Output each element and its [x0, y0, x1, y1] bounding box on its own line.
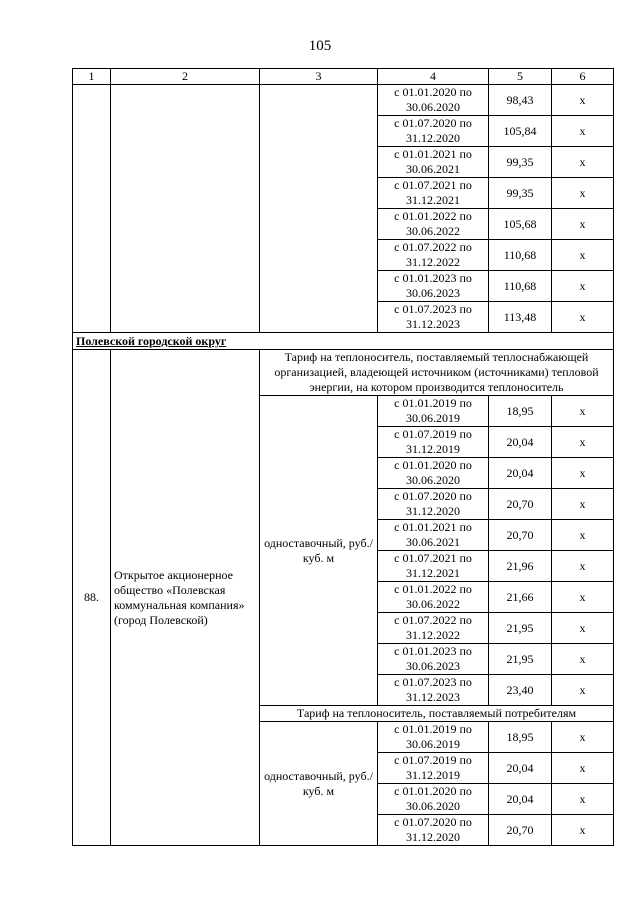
col6-mark: х: [552, 209, 614, 240]
col6-mark: х: [552, 675, 614, 706]
period-cell: с 01.01.2022 по 30.06.2022: [378, 209, 489, 240]
entry-number: 88.: [73, 350, 111, 846]
col6-mark: х: [552, 520, 614, 551]
period-cell: с 01.01.2020 по 30.06.2020: [378, 85, 489, 116]
period-cell: с 01.01.2021 по 30.06.2021: [378, 147, 489, 178]
col6-mark: х: [552, 178, 614, 209]
tariff-value: 21,66: [489, 582, 552, 613]
column-number-row: [73, 69, 614, 85]
tariff-value: 18,95: [489, 396, 552, 427]
tariff-value: 18,95: [489, 722, 552, 753]
period-cell: с 01.07.2021 по 31.12.2021: [378, 178, 489, 209]
table-row: [73, 85, 614, 116]
col6-mark: х: [552, 302, 614, 333]
period-cell: с 01.07.2023 по 31.12.2023: [378, 302, 489, 333]
period-cell: с 01.01.2023 по 30.06.2023: [378, 271, 489, 302]
period-cell: с 01.07.2019 по 31.12.2019: [378, 427, 489, 458]
col6-mark: х: [552, 815, 614, 846]
col6-mark: х: [552, 753, 614, 784]
period-cell: с 01.07.2022 по 31.12.2022: [378, 613, 489, 644]
column-number: 5: [489, 69, 552, 85]
col6-mark: х: [552, 396, 614, 427]
col6-mark: х: [552, 784, 614, 815]
tariff-value: 98,43: [489, 85, 552, 116]
tariff-table: [72, 68, 614, 846]
col6-mark: х: [552, 582, 614, 613]
period-cell: с 01.07.2020 по 31.12.2020: [378, 815, 489, 846]
tariff-value: 21,96: [489, 551, 552, 582]
tariff-value: 20,04: [489, 458, 552, 489]
organization-name: Открытое акционерное общество «Полевская коммунальная компания» (город Полевской): [111, 350, 260, 846]
period-cell: с 01.01.2023 по 30.06.2023: [378, 644, 489, 675]
tariff-value: 20,04: [489, 784, 552, 815]
unit-cell: одноставочный, руб./куб. м: [260, 722, 378, 846]
period-cell: с 01.01.2020 по 30.06.2020: [378, 784, 489, 815]
tariff-value: 113,48: [489, 302, 552, 333]
col6-mark: х: [552, 613, 614, 644]
col6-mark: х: [552, 644, 614, 675]
col6-mark: х: [552, 85, 614, 116]
period-cell: с 01.07.2019 по 31.12.2019: [378, 753, 489, 784]
section-title: Тариф на теплоноситель, поставляемый теплоснабжающей организацией, владеющей источником (источниками) тепловой энергии, на котором производится теплоноситель: [260, 350, 614, 396]
tariff-value: 105,68: [489, 209, 552, 240]
unit-cell-empty: [260, 85, 378, 333]
period-cell: с 01.07.2023 по 31.12.2023: [378, 675, 489, 706]
tariff-value: 110,68: [489, 240, 552, 271]
period-cell: с 01.01.2019 по 30.06.2019: [378, 396, 489, 427]
col6-mark: х: [552, 240, 614, 271]
period-cell: с 01.07.2021 по 31.12.2021: [378, 551, 489, 582]
column-number: 6: [552, 69, 614, 85]
col6-mark: х: [552, 551, 614, 582]
col6-mark: х: [552, 271, 614, 302]
col6-mark: х: [552, 722, 614, 753]
tariff-value: 20,04: [489, 753, 552, 784]
column-number: 4: [378, 69, 489, 85]
tariff-value: 110,68: [489, 271, 552, 302]
table-row: [73, 350, 614, 396]
region-title: Полевской городской округ: [73, 333, 614, 350]
col6-mark: х: [552, 147, 614, 178]
tariff-value: 99,35: [489, 147, 552, 178]
tariff-value: 105,84: [489, 116, 552, 147]
tariff-value: 20,70: [489, 815, 552, 846]
tariff-value: 21,95: [489, 613, 552, 644]
col6-mark: х: [552, 489, 614, 520]
column-number: 2: [111, 69, 260, 85]
period-cell: с 01.07.2020 по 31.12.2020: [378, 489, 489, 520]
period-cell: с 01.01.2022 по 30.06.2022: [378, 582, 489, 613]
period-cell: с 01.01.2020 по 30.06.2020: [378, 458, 489, 489]
page-number: 105: [308, 38, 332, 54]
period-cell: с 01.07.2022 по 31.12.2022: [378, 240, 489, 271]
tariff-value: 20,70: [489, 520, 552, 551]
number-cell-empty: [73, 85, 111, 333]
section-title: Тариф на теплоноситель, поставляемый потребителям: [260, 706, 614, 722]
period-cell: с 01.01.2021 по 30.06.2021: [378, 520, 489, 551]
tariff-value: 99,35: [489, 178, 552, 209]
col6-mark: х: [552, 458, 614, 489]
period-cell: с 01.01.2019 по 30.06.2019: [378, 722, 489, 753]
region-row: [73, 333, 614, 350]
column-number: 3: [260, 69, 378, 85]
col6-mark: х: [552, 116, 614, 147]
col6-mark: х: [552, 427, 614, 458]
tariff-value: 21,95: [489, 644, 552, 675]
tariff-value: 20,04: [489, 427, 552, 458]
tariff-value: 20,70: [489, 489, 552, 520]
column-number: 1: [73, 69, 111, 85]
tariff-value: 23,40: [489, 675, 552, 706]
organization-cell-empty: [111, 85, 260, 333]
unit-cell: одноставочный, руб./куб. м: [260, 396, 378, 706]
period-cell: с 01.07.2020 по 31.12.2020: [378, 116, 489, 147]
